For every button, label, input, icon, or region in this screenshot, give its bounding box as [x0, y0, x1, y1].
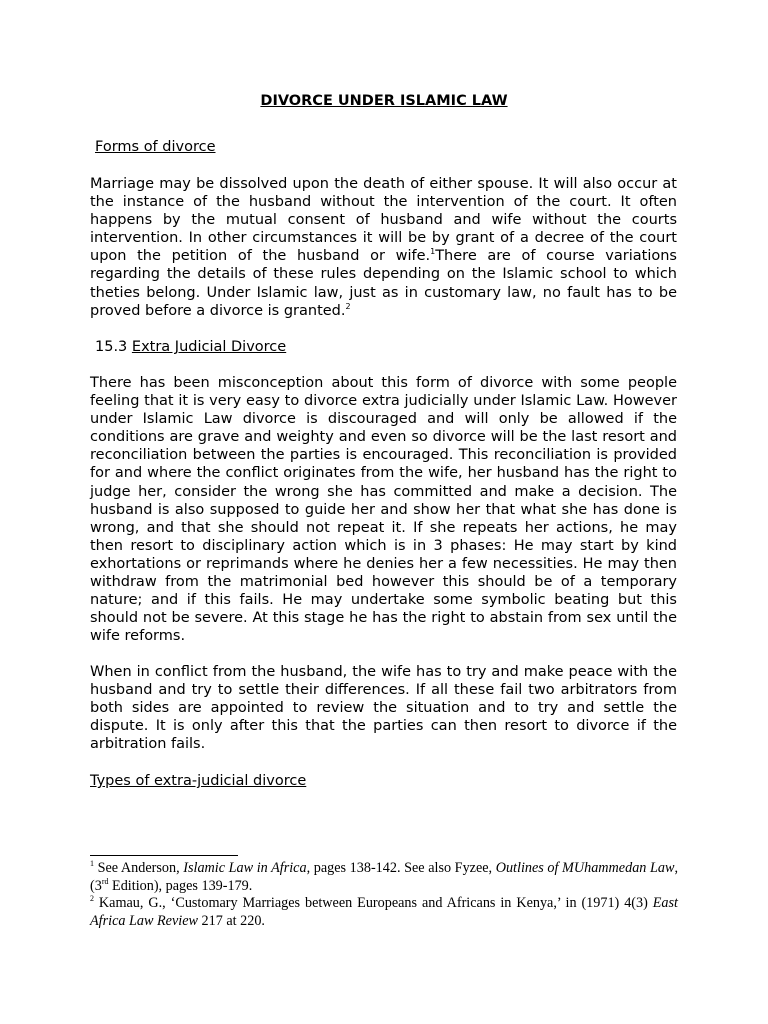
paragraph-conflict-from-husband: [90, 663, 677, 753]
footnote-journal-title: East Africa Law Review: [90, 895, 678, 929]
footnote-reference-2[interactable]: 2: [345, 301, 351, 311]
section-heading-text: Types of extra-judicial divorce: [90, 773, 307, 789]
footnote-2: [90, 895, 678, 930]
paragraph-text: Marriage may be dissolved upon the death of either spouse. It will also occur at the instance of the husband without the intervention of the court. It often happens by the mutual consent of husband and wife without the courts intervention. In other circumstances it will be by grant of a decree of the court upon the petition of the husband or wife.: [90, 176, 677, 265]
footnote-marker: 2: [90, 894, 94, 903]
section-heading-extra-judicial-divorce: [95, 338, 286, 356]
footnote-1: [90, 860, 678, 895]
footnote-text: 217 at 220.: [197, 912, 265, 929]
footnote-separator: [90, 855, 238, 856]
section-heading-text: Forms of divorce: [95, 139, 216, 155]
section-number: 15.3: [95, 339, 128, 355]
footnote-text: See Anderson,: [94, 860, 184, 876]
footnote-ordinal: rd: [101, 876, 109, 886]
footnote-marker: 1: [90, 859, 94, 868]
footnote-book-title: Outlines of MUhammedan Law: [495, 860, 675, 876]
section-heading-text: Extra Judicial Divorce: [131, 339, 287, 355]
footnote-text: Edition), pages 139-179.: [108, 877, 253, 894]
document-title: [0, 92, 768, 110]
footnote-text: , (3: [90, 860, 678, 894]
section-heading-types-of-divorce: [90, 772, 306, 790]
footnote-book-title: Islamic Law in Africa: [183, 860, 307, 876]
paragraph-forms-of-divorce: [90, 175, 677, 320]
paragraph-text: When in conflict from the husband, the wife has to try and make peace with the husband and try to settle their differences. If all these fail two arbitrators from both sides are appointed to review the situation and to try and settle the dispute. It is only after this that the parties can then resort to divorce if the arbitration fails.: [90, 664, 677, 753]
paragraph-text: There are of course variations regarding the details of these rules depending on the Islamic school to which theties belong. Under Islamic law, just as in customary law, no fault has to be proved before a divorce is granted.: [90, 248, 677, 319]
section-heading-forms-of-divorce: [95, 138, 216, 156]
footnote-text: , pages 138-142. See also Fyzee,: [306, 860, 496, 876]
footnote-text: Kamau, G., ‘Customary Marriages between Europeans and Africans in Kenya,’ in (1971) 4(3): [94, 895, 653, 911]
document-title-text: DIVORCE UNDER ISLAMIC LAW: [260, 93, 508, 109]
footnote-reference-1[interactable]: 1: [430, 247, 436, 257]
paragraph-misconception: [90, 374, 677, 645]
paragraph-text: There has been misconception about this form of divorce with some people feeling that it is very easy to divorce extra judicially under Islamic Law. However under Islamic Law divorce is discouraged and will only be allowed if the conditions are grave and weighty and even so divorce will be the last resort and reconciliation between the parties is encouraged. This reconciliation is provided for and where the conflict originates from the wife, her husband has the right to judge her, consider the wrong she has committed and make a decision. The husband is also supposed to guide her and show her that what she has done is wrong, and that she should not repeat it. If she repeats her actions, he may then resort to disciplinary action which is in 3 phases: He may start by kind exhortations or reprimands where he denies her a few necessities. He may then withdraw from the matrimonial bed however this should be of a temporary nature; and if this fails. He may undertake some symbolic beating but this should not be severe. At this stage he has the right to abstain from sex until the wife reforms.: [90, 375, 677, 645]
